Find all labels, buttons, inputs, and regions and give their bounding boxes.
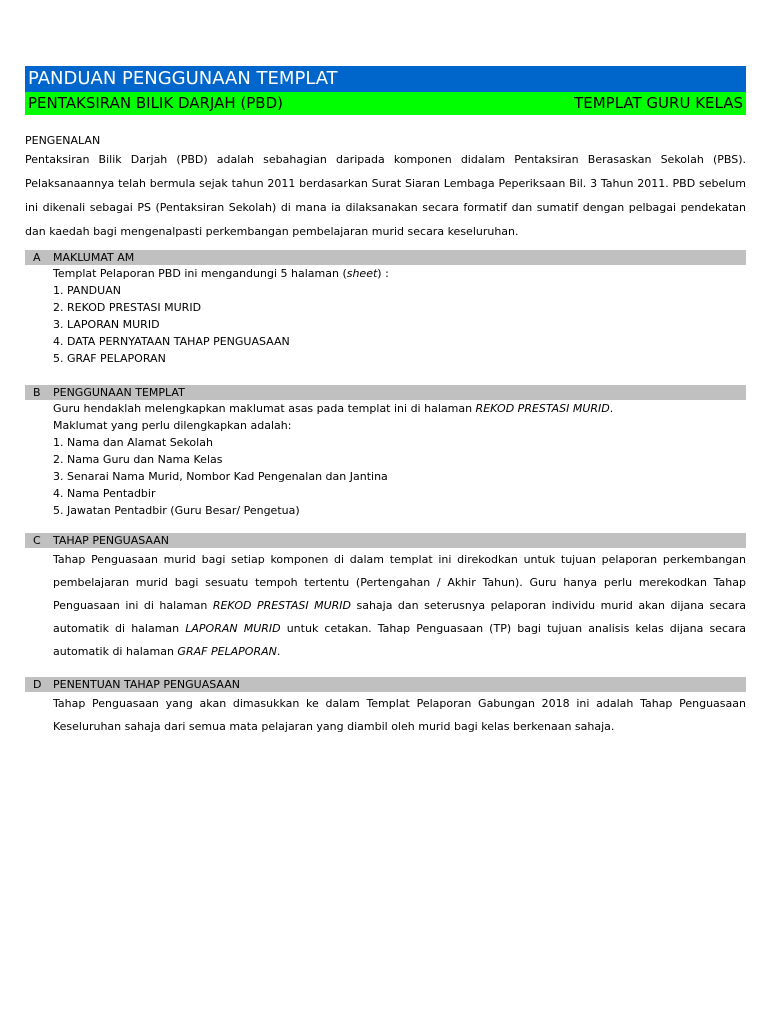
section-a-intro bbox=[53, 265, 746, 282]
section-c-letter: C bbox=[33, 534, 41, 547]
section-a bbox=[25, 250, 746, 367]
guide-page bbox=[25, 66, 746, 738]
section-c-header bbox=[25, 533, 746, 548]
section-a-title: MAKLUMAT AM bbox=[53, 251, 135, 264]
section-c-title: TAHAP PENGUASAAN bbox=[53, 534, 169, 547]
list-item: 1. PANDUAN bbox=[53, 284, 121, 297]
list-item: 5. GRAF PELAPORAN bbox=[53, 352, 166, 365]
section-d-header bbox=[25, 677, 746, 692]
section-b-title: PENGGUNAAN TEMPLAT bbox=[53, 386, 185, 399]
intro-heading: PENGENALAN bbox=[25, 134, 101, 147]
section-a-intro-em: sheet bbox=[346, 267, 378, 280]
section-d-paragraph: Tahap Penguasaan yang akan dimasukkan ke dalam Templat Pelaporan Gabungan 2018 ini adalah Tahap Penguasaan Keseluruhan sahaja dari semua mata pelajaran yang diambil oleh murid bagi kelas berkenaan sahaja. bbox=[53, 697, 746, 733]
section-b-line1-pre: Guru hendaklah melengkapkan maklumat asas pada templat ini di halaman bbox=[53, 402, 476, 415]
section-b-line1-post: . bbox=[609, 402, 614, 415]
intro-body: Pentaksiran Bilik Darjah (PBD) adalah sebahagian daripada komponen didalam Pentaksiran Berasaskan Sekolah (PBS). Pelaksanaannya telah bermula sejak tahun 2011 berdasarkan Surat Siaran Lembaga Peperiksaan Bil. 3 Tahun 2011. PBD sebelum ini dikenali sebagai PS (Pentaksiran Sekolah) di mana ia dilaksanakan secara formatif dan sumatif dengan pelbagai pendekatan dan kaedah bagi mengenalpasti perkembangan pembelajaran murid secara keseluruhan. bbox=[25, 153, 746, 238]
section-c bbox=[25, 533, 746, 663]
section-c-em-1: REKOD PRESTASI MURID bbox=[212, 599, 351, 612]
section-d-title: PENENTUAN TAHAP PENGUASAAN bbox=[53, 678, 241, 691]
section-a-intro-pre: Templat Pelaporan PBD ini mengandungi 5 halaman ( bbox=[53, 267, 347, 280]
section-a-intro-post: ) : bbox=[377, 267, 389, 280]
section-b-letter: B bbox=[33, 386, 41, 399]
section-b-line1 bbox=[53, 400, 746, 417]
section-b-line2: Maklumat yang perlu dilengkapkan adalah: bbox=[53, 419, 292, 432]
subtitle-right: TEMPLAT GURU KELAS bbox=[574, 94, 743, 112]
section-a-body bbox=[25, 265, 746, 367]
subtitle-bar bbox=[25, 92, 746, 115]
subtitle-left: PENTAKSIRAN BILIK DARJAH (PBD) bbox=[28, 94, 283, 112]
page-title: PANDUAN PENGGUNAAN TEMPLAT bbox=[25, 66, 746, 92]
list-item: 4. Nama Pentadbir bbox=[53, 487, 156, 500]
list-item: 1. Nama dan Alamat Sekolah bbox=[53, 436, 213, 449]
list-item: 5. Jawatan Pentadbir (Guru Besar/ Pengetua) bbox=[53, 504, 300, 517]
section-b-header bbox=[25, 385, 746, 400]
section-b-body bbox=[25, 400, 746, 519]
list-item: 4. DATA PERNYATAAN TAHAP PENGUASAAN bbox=[53, 335, 290, 348]
list-item: 3. Senarai Nama Murid, Nombor Kad Pengenalan dan Jantina bbox=[53, 470, 388, 483]
section-c-text-4: . bbox=[276, 645, 281, 658]
section-d-body bbox=[25, 692, 746, 738]
section-c-em-3: GRAF PELAPORAN bbox=[177, 645, 277, 658]
section-c-body bbox=[25, 548, 746, 663]
list-item: 3. LAPORAN MURID bbox=[53, 318, 160, 331]
section-a-header bbox=[25, 250, 746, 265]
section-c-text-2: sahaja dan seterusnya pelaporan individu murid akan dijana secara automatik di halaman bbox=[53, 599, 747, 635]
section-b-line1-em: REKOD PRESTASI MURID bbox=[475, 402, 610, 415]
section-c-text-1: Tahap Penguasaan murid bagi setiap komponen di dalam templat ini direkodkan untuk tujuan pelaporan perkembangan pembelajaran murid bagi sesuatu tempoh tertentu (Pertengahan / Akhir Tahun). Guru hanya perlu merekodkan Tahap Penguasaan ini di halaman bbox=[53, 553, 746, 612]
section-c-paragraph bbox=[53, 548, 746, 663]
section-d-letter: D bbox=[33, 678, 42, 691]
section-b bbox=[25, 385, 746, 519]
section-a-letter: A bbox=[33, 251, 41, 264]
list-item: 2. REKOD PRESTASI MURID bbox=[53, 301, 202, 314]
section-c-em-2: LAPORAN MURID bbox=[185, 622, 281, 635]
section-d bbox=[25, 677, 746, 738]
intro-section bbox=[25, 133, 746, 244]
list-item: 2. Nama Guru dan Nama Kelas bbox=[53, 453, 223, 466]
section-c-text-3: untuk cetakan. Tahap Penguasaan (TP) bagi tujuan analisis kelas dijana secara automatik di halaman bbox=[53, 622, 746, 658]
